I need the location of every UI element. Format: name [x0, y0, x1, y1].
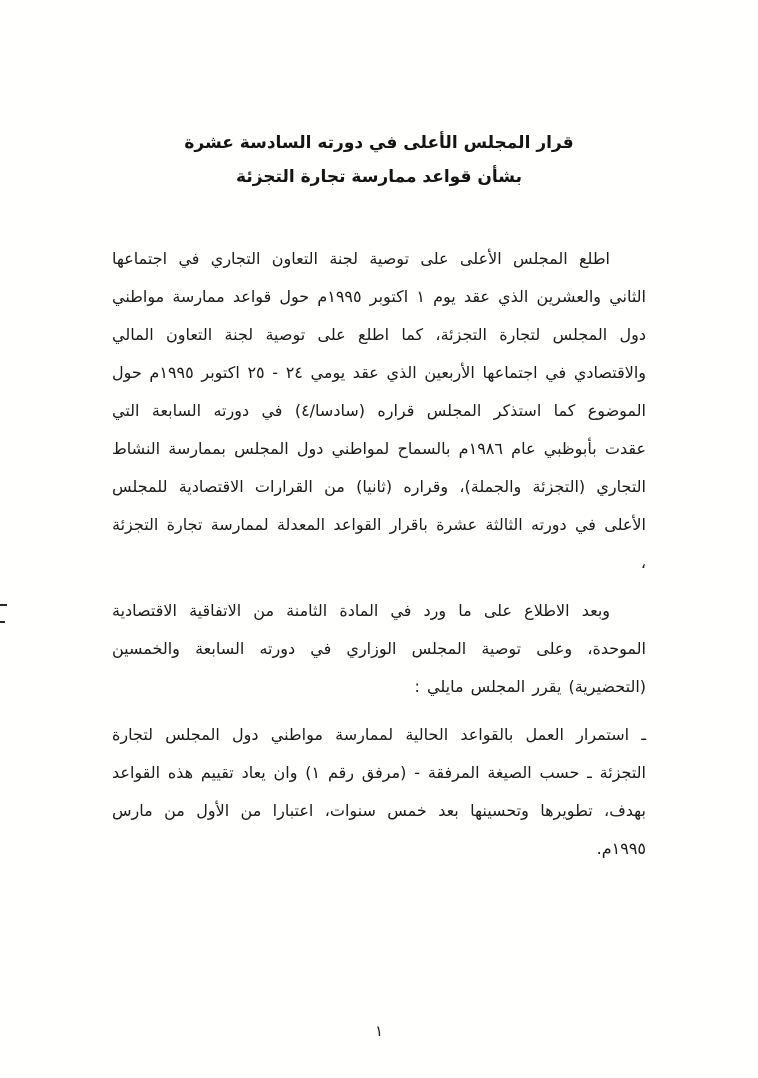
- scan-artifact: [0, 621, 5, 623]
- paragraph-preamble: اطلع المجلس الأعلى على توصية لجنة التعاون التجاري في اجتماعها الثاني والعشرين الذي عقد يوم ١ اكتوبر ١٩٩٥م حول قواعد ممارسة مواطني دول المجلس لتجارة التجزئة، كما اطلع على توصية لجنة التعاون المالي والاقتصادي في اجتماعها الأربعين الذي عقد يومي ٢٤ - ٢٥ اكتوبر ١٩٩٥م حول الموضوع كما استذكر المجلس قراره (سادسا/٤) في دورته السابعة التي عقدت بأبوظبي عام ١٩٨٦م بالسماح لمواطني دول المجلس بممارسة النشاط التجاري (التجزئة والجملة)، وقراره (ثانيا) من القرارات الاقتصادية للمجلس الأعلى في دورته الثالثة عشرة باقرار القواعد المعدلة لممارسة تجارة التجزئة ،: [112, 249, 647, 572]
- document-title: [112, 126, 646, 194]
- document-body: [112, 240, 646, 868]
- page-number: ١: [374, 1022, 384, 1040]
- scan-artifact: [0, 604, 7, 606]
- paragraph-resolution-item: ـ استمرار العمل بالقواعد الحالية لممارسة مواطني دول المجلس لتجارة التجزئة ـ حسب الصيغة المرفقة - (مرفق رقم ١) وان يعاد تقييم هذه القواعد بهدف، تطويرها وتحسينها بعد خمس سنوات، اعتبارا من الأول من مارس ١٩٩٥م.: [112, 725, 647, 858]
- paragraph-resolution-intro: وبعد الاطلاع على ما ورد في المادة الثامنة من الاتفاقية الاقتصادية الموحدة، وعلى توصية المجلس الوزاري في دورته السابعة والخمسين (التحضيرية) يقرر المجلس مايلي :: [112, 601, 646, 696]
- title-line-1: قرار المجلس الأعلى في دورته السادسة عشرة: [184, 133, 574, 153]
- title-line-2: بشأن قواعد ممارسة تجارة التجزئة: [236, 167, 522, 187]
- document-content: [112, 126, 646, 868]
